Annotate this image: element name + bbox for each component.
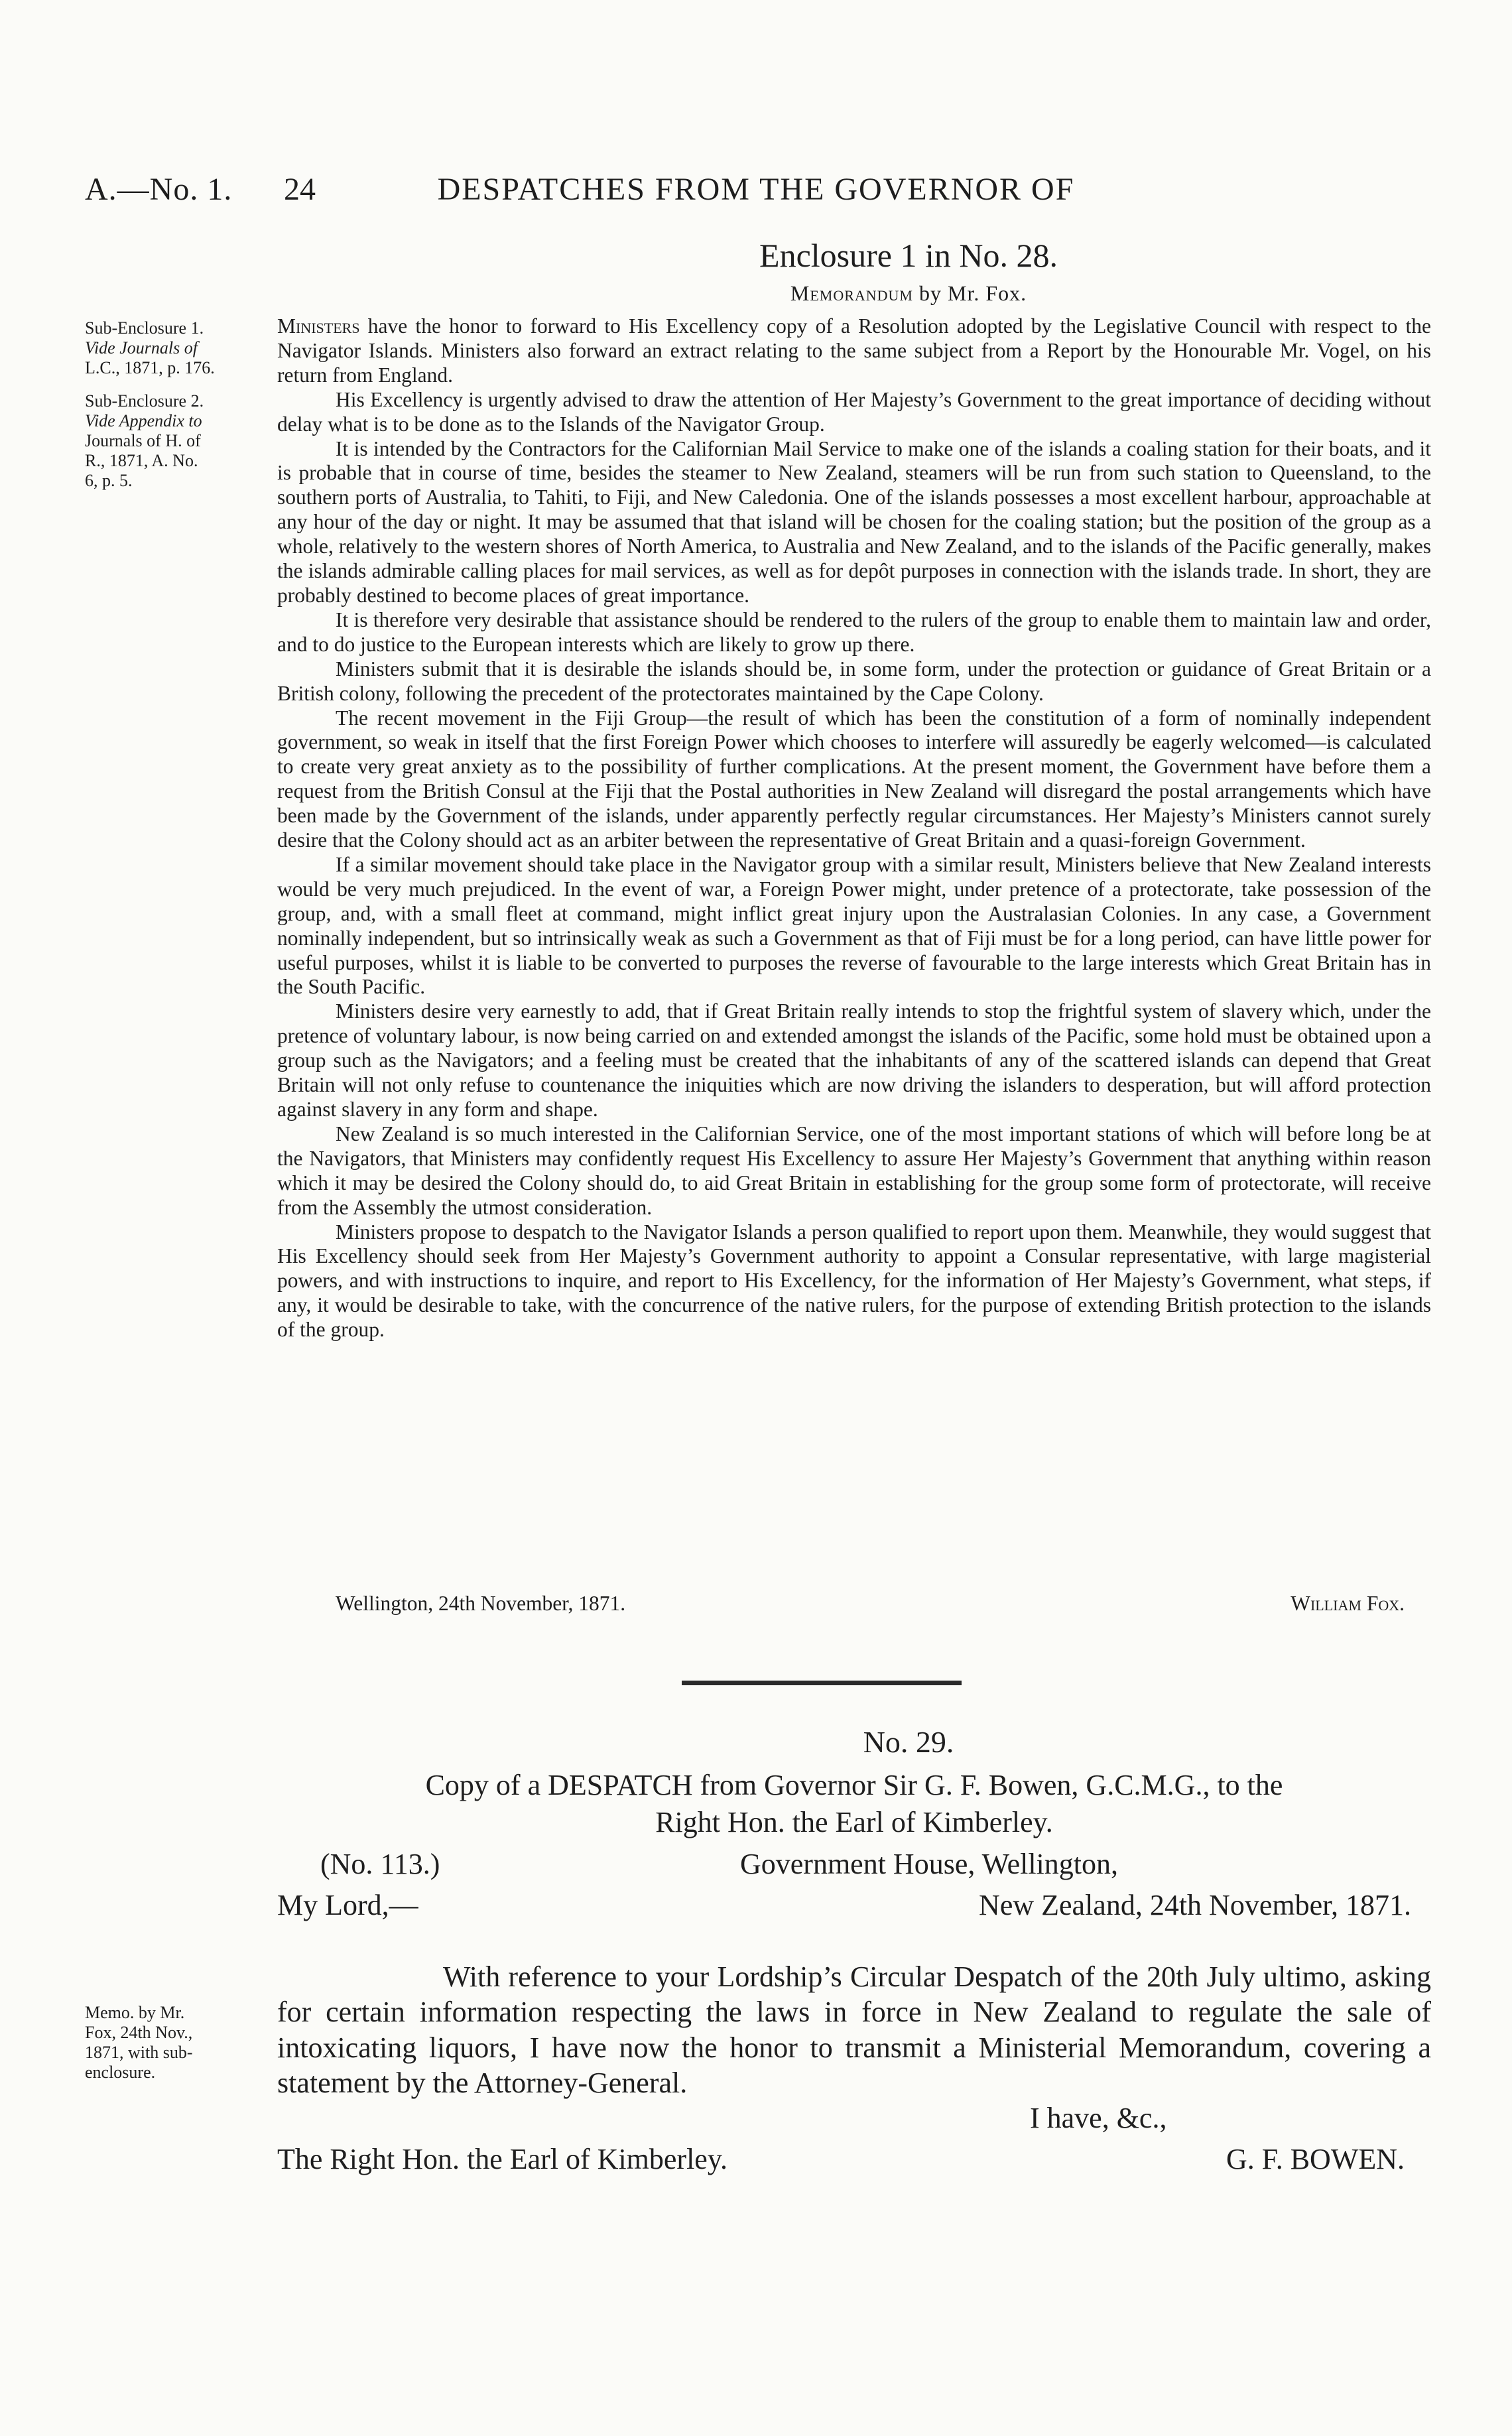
- margin-note-line: 6, p. 5.: [85, 471, 133, 490]
- margin-note-line: enclosure.: [85, 2063, 156, 2082]
- margin-note-line: Journals of H. of: [85, 431, 201, 450]
- document-reference: A.—No. 1.: [85, 172, 233, 207]
- despatch-body: [277, 1959, 1431, 2100]
- salutation: My Lord,—: [277, 1889, 418, 1921]
- address-line-1: Government House, Wellington,: [740, 1848, 1119, 1880]
- despatch-heading-line-2: Right Hon. the Earl of Kimberley.: [655, 1806, 1053, 1838]
- memorandum-heading: [663, 281, 1154, 306]
- margin-note-line: Sub-Enclosure 1.: [85, 318, 204, 338]
- address-line-2: New Zealand, 24th November, 1871.: [979, 1889, 1411, 1921]
- page-number: 24: [284, 172, 316, 207]
- margin-note-line: Sub-Enclosure 2.: [85, 391, 204, 411]
- memorandum-label: Memorandum: [790, 281, 913, 305]
- closing-phrase: I have, &c.,: [1030, 2102, 1167, 2134]
- despatch-number: No. 29.: [863, 1725, 954, 1759]
- signature: G. F. BOWEN.: [1226, 2143, 1405, 2175]
- section-divider: [682, 1681, 962, 1685]
- margin-note-sub-enclosure-1: [85, 318, 284, 378]
- enclosure-title: Enclosure 1 in No. 28.: [759, 237, 1058, 274]
- despatch-ref-number: (No. 113.): [320, 1848, 440, 1880]
- place-date: Wellington, 24th November, 1871.: [336, 1592, 626, 1615]
- memorandum-paragraph: It is intended by the Contractors for the Californian Mail Service to make one of the islands a coaling station for their boats, and it is probable that in course of time, besides the steamer to New Zealand, steamers will be run from such station to Queensland, to the southern ports of Australia, to Tahiti, to Fiji, and New Caledonia. One of the islands possesses a most excellent harbour, approachable at any hour of the day or night. It may be assumed that that island will be chosen for the coaling station; but the position of the group as a whole, relatively to the western shores of North America, to Australia and New Zealand, and to the islands of the Pacific generally, makes the islands admirable calling places for mail services, as well as for depôt purposes in connection with the islands trade. In short, they are probably destined to become places of great importance.: [277, 436, 1431, 607]
- margin-note-line: R., 1871, A. No.: [85, 451, 198, 470]
- addressee: The Right Hon. the Earl of Kimberley.: [277, 2143, 727, 2175]
- memorandum-body: [277, 314, 1431, 1342]
- margin-note-line: L.C., 1871, p. 176.: [85, 358, 215, 377]
- despatch-heading-line-1: Copy of a DESPATCH from Governor Sir G. F. Bowen, G.C.M.G., to the: [425, 1769, 1283, 1801]
- memorandum-paragraph: New Zealand is so much interested in the Californian Service, one of the most important stations of which will before long be at the Navigators, that Ministers may confidently request His Excellency to assure Her Majesty’s Government that anything within reason which it may be desired the Colony should do, to aid Great Britain in establishing for the group some form of protectorate, will receive from the Assembly the utmost consideration.: [277, 1122, 1431, 1219]
- margin-note-line: Vide Appendix to: [85, 411, 202, 430]
- despatch-address-row-1: [277, 1846, 1431, 1882]
- margin-note-line: Memo. by Mr.: [85, 2003, 185, 2022]
- despatch-closing: [277, 2101, 1431, 2181]
- opening-word: Ministers: [277, 314, 360, 338]
- memorandum-paragraph-1: [277, 314, 1431, 388]
- margin-note-line: Fox, 24th Nov.,: [85, 2023, 193, 2042]
- memorandum-signature-line: [277, 1592, 1431, 1618]
- memorandum-paragraph: Ministers propose to despatch to the Navigator Islands a person qualified to report upon them. Meanwhile, they would suggest that His Excellency should seek from Her Majesty’s Government authority to appoint a Consular representative, with large magisterial powers, and with instructions to inquire, and report to His Excellency, for the information of Her Majesty’s Government, what steps, if any, it would be desirable to take, with the concurrence of the native rulers, for the purpose of extending British protection to the islands of the group.: [277, 1220, 1431, 1342]
- memorandum-paragraph: Ministers submit that it is desirable the islands should be, in some form, under the protection or guidance of Great Britain or a British colony, following the precedent of the protectorates maintained by the Cape Colony.: [277, 657, 1431, 705]
- despatch-heading: [277, 1767, 1431, 1841]
- despatch-paragraph: With reference to your Lordship’s Circular Despatch of the 20th July ultimo, asking for certain information respecting the laws in force in New Zealand to regulate the sale of intoxicating liquors, I have now the honor to transmit a Ministerial Memorandum, covering a statement by the Attorney-General.: [277, 1960, 1431, 2099]
- signature: William Fox.: [1291, 1592, 1405, 1615]
- page-title: DESPATCHES FROM THE GOVERNOR OF: [437, 172, 1075, 207]
- memorandum-author: by Mr. Fox.: [919, 281, 1027, 305]
- memorandum-paragraph: It is therefore very desirable that assistance should be rendered to the rulers of the group to enable them to maintain law and order, and to do justice to the European interests which are likely to grow up there.: [277, 608, 1431, 656]
- margin-note-memo: [85, 2003, 284, 2083]
- margin-note-line: Vide Journals of: [85, 338, 198, 357]
- memorandum-paragraph: His Excellency is urgently advised to draw the attention of Her Majesty’s Government to the great importance of deciding without delay what is to be done as to the Islands of the Navigator Group.: [277, 387, 1431, 436]
- despatch-address-row-2: [277, 1888, 1431, 1923]
- memorandum-paragraph: Ministers desire very earnestly to add, that if Great Britain really intends to stop the frightful system of slavery which, under the pretence of voluntary labour, is now being carried on and extended amongst the islands of the Pacific, some hold must be obtained upon a group such as the Navigators; and a feeling must be created that the inhabitants of any of the scattered islands can depend that Great Britain will not only refuse to countenance the iniquities which are now driving the islanders to desperation, but will afford protection against slavery in any form and shape.: [277, 999, 1431, 1121]
- margin-note-sub-enclosure-2: [85, 391, 284, 491]
- running-header: [85, 171, 1427, 218]
- memorandum-paragraph: The recent movement in the Fiji Group—the result of which has been the constitution of a form of nominally independent government, so weak in itself that the first Foreign Power which chooses to interfere will assuredly be eagerly welcomed—is calculated to create very great anxiety as to the possibility of further complications. At the present moment, the Government have before them a request from the British Consul at the Fiji that the Postal authorities in New Zealand will disregard the postal arrangements which have been made by the Government of the islands, under apparently perfectly regular circumstances. Her Majesty’s Ministers cannot surely desire that the Colony should act as an arbiter between the representative of Great Britain and a quasi-foreign Government.: [277, 706, 1431, 852]
- paragraph-text: have the honor to forward to His Excellency copy of a Resolution adopted by the Legislative Council with respect to the Navigator Islands. Ministers also forward an extract relating to the same subject from a Report by the Honourable Mr. Vogel, on his return from England.: [277, 314, 1431, 387]
- margin-note-line: 1871, with sub-: [85, 2043, 193, 2062]
- memorandum-paragraph: If a similar movement should take place in the Navigator group with a similar result, Ministers believe that New Zealand interests would be very much prejudiced. In the event of war, a Foreign Power might, under pretence of a protectorate, take possession of the group, and, with a small fleet at command, might inflict great injury upon the Australasian Colonies. In any case, a Government nominally independent, but so intrinsically weak as such a Government as that of Fiji must be for a long period, can have little power for useful purposes, whilst it is liable to be converted to purposes the reverse of favourable to the large interests which Great Britain has in the South Pacific.: [277, 852, 1431, 999]
